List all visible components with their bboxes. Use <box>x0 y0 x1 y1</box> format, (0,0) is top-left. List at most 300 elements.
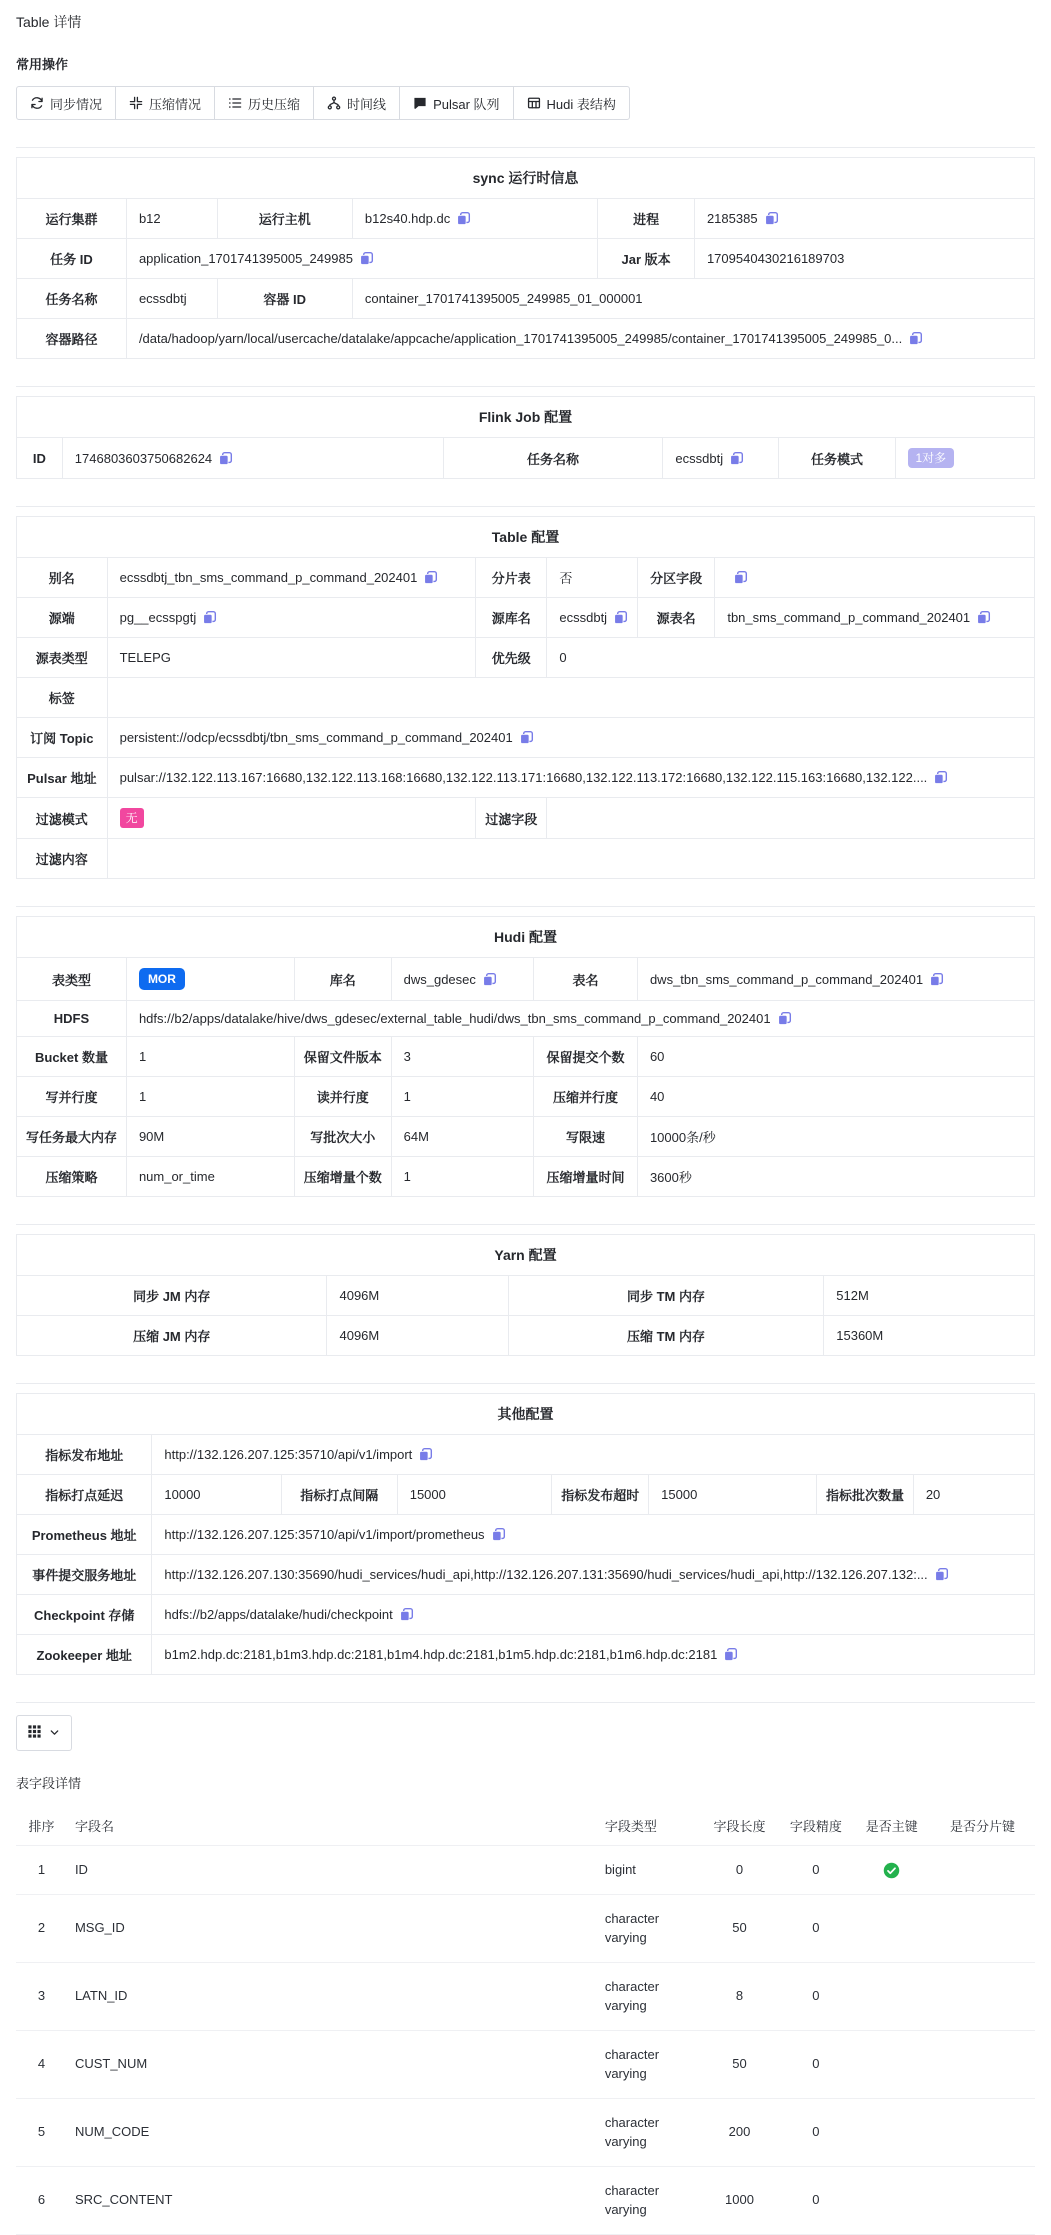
value-text: 64M <box>403 1129 429 1144</box>
config-row <box>17 558 1035 598</box>
table-row <box>16 2030 1035 2098</box>
config-label-cell: 源表名 <box>637 598 714 638</box>
copy-icon[interactable] <box>359 251 374 266</box>
config-value-cell <box>126 319 1034 359</box>
config-label-cell: 分区字段 <box>637 558 714 598</box>
chevron-down-icon <box>49 1726 60 1741</box>
config-value-cell <box>152 1475 281 1515</box>
grid-menu-icon <box>28 1725 41 1741</box>
hudi-schema-button[interactable] <box>513 86 630 120</box>
fields-col-header: 字段名 <box>67 1806 597 1846</box>
config-value-cell <box>824 1316 1035 1356</box>
value-text: 10000条/秒 <box>649 1130 716 1145</box>
config-row <box>17 1316 1035 1356</box>
fields-col-header: 字段精度 <box>778 1806 853 1846</box>
fields-header <box>16 1806 1035 1846</box>
config-row <box>17 239 1035 279</box>
value-text: 1 <box>403 1169 411 1184</box>
value-text: ecssdbtj <box>559 610 608 625</box>
value-text: 15000 <box>661 1487 698 1502</box>
copy-icon[interactable] <box>519 730 534 745</box>
config-label-cell: 指标打点间隔 <box>281 1475 397 1515</box>
value-text: 3600秒 <box>649 1170 692 1185</box>
field-order-cell: 6 <box>16 2166 67 2234</box>
field-precision-cell: 0 <box>778 2030 853 2098</box>
section-title-row <box>17 397 1035 438</box>
section-title-row <box>17 158 1035 199</box>
config-label-cell: 别名 <box>17 558 108 598</box>
config-value-cell <box>694 239 1034 279</box>
copy-icon[interactable] <box>423 570 438 585</box>
config-label-cell: 进程 <box>598 199 695 239</box>
config-value-cell <box>126 199 217 239</box>
config-row <box>17 839 1035 879</box>
config-value-cell <box>547 558 638 598</box>
value-text: 512M <box>836 1288 869 1303</box>
config-label-cell: Bucket 数量 <box>17 1037 127 1077</box>
section-title: Flink Job 配置 <box>17 397 1035 438</box>
config-value-cell <box>107 839 1034 879</box>
config-value-cell <box>637 1037 1034 1077</box>
fields-col-header: 是否分片键 <box>930 1806 1035 1846</box>
config-label-cell: 分片表 <box>476 558 547 598</box>
config-label-cell: 压缩策略 <box>17 1157 127 1197</box>
value-text: 3 <box>403 1049 411 1064</box>
config-value-cell <box>327 1316 508 1356</box>
config-value-cell <box>126 1037 294 1077</box>
value-text: ecssdbtj <box>675 450 724 466</box>
copy-icon[interactable] <box>399 1607 414 1622</box>
fields-col-header: 是否主键 <box>854 1806 930 1846</box>
table-row <box>16 1894 1035 1962</box>
compress-icon <box>129 96 143 110</box>
config-value-cell <box>913 1475 1034 1515</box>
field-type-cell: character varying <box>597 2030 701 2098</box>
config-value-cell <box>547 638 1035 678</box>
copy-icon[interactable] <box>777 1011 792 1026</box>
config-label-cell: 订阅 Topic <box>17 718 108 758</box>
config-value-cell <box>715 598 1035 638</box>
copy-icon[interactable] <box>908 331 923 346</box>
config-value-cell <box>152 1635 1035 1675</box>
common-actions-toolbar <box>16 86 630 120</box>
value-text: dws_gdesec <box>403 971 476 987</box>
config-label-cell: Prometheus 地址 <box>17 1515 152 1555</box>
config-label-cell: 标签 <box>17 678 108 718</box>
config-label-cell: 过滤模式 <box>17 798 108 839</box>
field-name-cell: SRC_CONTENT <box>67 2166 597 2234</box>
field-order-cell: 5 <box>16 2098 67 2166</box>
config-label-cell: 任务名称 <box>443 438 663 479</box>
config-value-cell <box>107 558 476 598</box>
copy-icon[interactable] <box>733 570 748 585</box>
divider <box>16 506 1035 507</box>
config-row <box>17 319 1035 359</box>
copy-icon[interactable] <box>934 1567 949 1582</box>
config-value-cell <box>649 1475 817 1515</box>
config-value-cell <box>391 1037 534 1077</box>
copy-icon[interactable] <box>613 610 628 625</box>
config-label-cell: 表名 <box>534 958 638 1001</box>
field-shard-cell <box>930 2166 1035 2234</box>
field-name-cell: CUST_NUM <box>67 2030 597 2098</box>
value-text: 15000 <box>409 1487 446 1502</box>
field-order-cell: 2 <box>16 1894 67 1962</box>
copy-icon[interactable] <box>723 1647 738 1662</box>
fields-heading: 表字段详情 <box>16 1776 82 1791</box>
copy-icon[interactable] <box>202 610 217 625</box>
value-text: hdfs://b2/apps/datalake/hive/dws_gdesec/external_table_hudi/dws_tbn_sms_command_p_command_202401 <box>138 1011 771 1026</box>
config-label-cell: 库名 <box>294 958 391 1001</box>
config-label-cell: 指标打点延迟 <box>17 1475 152 1515</box>
config-label-cell: 写并行度 <box>17 1077 127 1117</box>
table-row <box>16 2166 1035 2234</box>
status-badge: 1对多 <box>908 448 955 468</box>
config-row <box>17 798 1035 839</box>
config-value-cell <box>62 438 443 479</box>
hudi-config-section <box>16 916 1035 1197</box>
config-value-cell <box>637 1157 1034 1197</box>
field-type-cell: character varying <box>597 1962 701 2030</box>
section-title: Table 配置 <box>17 517 1035 558</box>
common-actions-heading: 常用操作 <box>16 57 69 72</box>
field-shard-cell <box>930 1846 1035 1895</box>
copy-icon[interactable] <box>933 770 948 785</box>
compact-status-button[interactable] <box>115 86 215 120</box>
value-text: pulsar://132.122.113.167:16680,132.122.113.168:16680,132.122.113.171:16680,132.122.113.172:16680,132.122.115.163:16680,132.122.... <box>119 770 928 785</box>
value-text: 4096M <box>339 1328 380 1343</box>
config-value-cell <box>895 438 1035 479</box>
value-text: 10000 <box>164 1487 201 1502</box>
value-text: 1 <box>138 1049 147 1064</box>
config-sections <box>16 147 1035 1675</box>
message-icon <box>413 96 427 110</box>
config-row <box>17 1157 1035 1197</box>
config-label-cell: 运行集群 <box>17 199 127 239</box>
config-value-cell <box>152 1555 1035 1595</box>
config-row <box>17 1515 1035 1555</box>
config-label-cell: 源表类型 <box>17 638 108 678</box>
config-row <box>17 758 1035 798</box>
button-label: 历史压缩 <box>248 96 301 112</box>
config-value-cell <box>107 758 1034 798</box>
copy-icon[interactable] <box>976 610 991 625</box>
section-title-row <box>17 917 1035 958</box>
config-label-cell: 压缩 TM 内存 <box>508 1316 824 1356</box>
value-text: num_or_time <box>138 1169 215 1184</box>
value-text: 20 <box>925 1487 941 1502</box>
config-label-cell: 源端 <box>17 598 108 638</box>
yarn-config-section <box>16 1234 1035 1356</box>
table-row <box>16 1846 1035 1895</box>
config-value-cell <box>663 438 779 479</box>
config-row <box>17 438 1035 479</box>
value-text: 90M <box>138 1129 165 1144</box>
config-label-cell: Zookeeper 地址 <box>17 1635 152 1675</box>
config-label-cell: Pulsar 地址 <box>17 758 108 798</box>
value-text: 2185385 <box>706 211 758 226</box>
config-value-cell <box>391 1077 534 1117</box>
value-text: hdfs://b2/apps/datalake/hudi/checkpoint <box>164 1607 393 1622</box>
field-order-cell: 4 <box>16 2030 67 2098</box>
config-label-cell: 任务 ID <box>17 239 127 279</box>
config-row <box>17 199 1035 239</box>
config-row <box>17 1037 1035 1077</box>
value-text: persistent://odcp/ecssdbtj/tbn_sms_command_p_command_202401 <box>119 730 513 745</box>
fields-header-row <box>16 1806 1035 1846</box>
config-label-cell: 指标发布地址 <box>17 1435 152 1475</box>
copy-icon[interactable] <box>491 1527 506 1542</box>
config-value-cell <box>107 598 476 638</box>
history-compact-button[interactable] <box>214 86 314 120</box>
value-text: http://132.126.207.130:35690/hudi_services/hudi_api,http://132.126.207.131:35690/hudi_services/hudi_api,http://132.126.207.132:... <box>164 1567 928 1582</box>
field-name-cell: ID <box>67 1846 597 1895</box>
config-row <box>17 1555 1035 1595</box>
config-label-cell: 源库名 <box>476 598 547 638</box>
config-label-cell: 同步 TM 内存 <box>508 1276 824 1316</box>
config-value-cell <box>126 1077 294 1117</box>
copy-icon[interactable] <box>929 972 944 987</box>
field-precision-cell: 0 <box>778 1962 853 2030</box>
value-text: 否 <box>559 571 573 586</box>
field-type-cell: bigint <box>597 1846 701 1895</box>
value-text: 1 <box>403 1089 411 1104</box>
field-order-cell: 3 <box>16 1962 67 2030</box>
value-text: b12 <box>138 211 161 226</box>
config-value-cell <box>152 1435 1035 1475</box>
column-settings-dropdown-button[interactable] <box>16 1715 72 1751</box>
field-type-cell: character varying <box>597 2166 701 2234</box>
config-row <box>17 598 1035 638</box>
value-text: 4096M <box>339 1288 380 1303</box>
field-length-cell: 8 <box>701 1962 778 2030</box>
value-text: 1746803603750682624 <box>74 450 213 466</box>
sync-icon <box>30 96 44 110</box>
config-row <box>17 1595 1035 1635</box>
config-value-cell <box>327 1276 508 1316</box>
section-title-row <box>17 517 1035 558</box>
config-value-cell <box>547 798 1035 839</box>
config-value-cell <box>152 1515 1035 1555</box>
field-type-cell: character varying <box>597 1894 701 1962</box>
config-value-cell <box>107 678 1034 718</box>
fields-col-header: 字段类型 <box>597 1806 701 1846</box>
config-label-cell: Jar 版本 <box>598 239 695 279</box>
status-badge: MOR <box>139 968 185 990</box>
field-shard-cell <box>930 1962 1035 2030</box>
config-row <box>17 279 1035 319</box>
flink-job-section <box>16 396 1035 479</box>
config-value-cell <box>126 1001 1034 1037</box>
field-precision-cell: 0 <box>778 1894 853 1962</box>
config-label-cell: 指标发布超时 <box>552 1475 649 1515</box>
value-text: 0 <box>559 650 567 665</box>
config-label-cell: 指标批次数量 <box>817 1475 914 1515</box>
config-label-cell: 压缩增量个数 <box>294 1157 391 1197</box>
value-text: b12s40.hdp.dc <box>364 211 451 226</box>
field-length-cell: 50 <box>701 2030 778 2098</box>
value-text: container_1701741395005_249985_01_000001 <box>364 291 643 306</box>
timeline-button[interactable] <box>313 86 400 120</box>
config-value-cell <box>391 1117 534 1157</box>
field-name-cell: NUM_CODE <box>67 2098 597 2166</box>
divider <box>16 1383 1035 1384</box>
timeline-icon <box>327 96 341 110</box>
config-label-cell: 优先级 <box>476 638 547 678</box>
config-label-cell: HDFS <box>17 1001 127 1037</box>
pulsar-queue-button[interactable] <box>399 86 513 120</box>
field-primary-cell <box>854 2098 930 2166</box>
config-label-cell: 压缩并行度 <box>534 1077 638 1117</box>
config-label-cell: 表类型 <box>17 958 127 1001</box>
config-label-cell: 压缩 JM 内存 <box>17 1316 327 1356</box>
config-row <box>17 678 1035 718</box>
config-value-cell <box>391 1157 534 1197</box>
fields-col-header: 排序 <box>16 1806 67 1846</box>
config-label-cell: 读并行度 <box>294 1077 391 1117</box>
value-text: /data/hadoop/yarn/local/usercache/datalake/appcache/application_1701741395005_249985/container_1701741395005_249985_0... <box>138 331 903 346</box>
field-name-cell: LATN_ID <box>67 1962 597 2030</box>
config-label-cell: 过滤字段 <box>476 798 547 839</box>
copy-icon[interactable] <box>418 1447 433 1462</box>
section-title: 其他配置 <box>17 1394 1035 1435</box>
config-value-cell <box>637 958 1034 1001</box>
copy-icon[interactable] <box>764 211 779 226</box>
config-label-cell: 任务名称 <box>17 279 127 319</box>
value-text: ecssdbtj <box>138 291 187 306</box>
sync-runtime-section <box>16 157 1035 359</box>
config-value-cell <box>126 239 597 279</box>
config-row <box>17 1001 1035 1037</box>
check-circle-icon <box>883 1862 900 1879</box>
value-text: dws_tbn_sms_command_p_command_202401 <box>649 971 924 987</box>
field-type-cell: character varying <box>597 2098 701 2166</box>
config-value-cell <box>107 798 476 839</box>
divider <box>16 1224 1035 1225</box>
config-row <box>17 1077 1035 1117</box>
config-label-cell: 任务模式 <box>779 438 895 479</box>
config-value-cell <box>391 958 534 1001</box>
config-row <box>17 1635 1035 1675</box>
config-label-cell: ID <box>17 438 63 479</box>
value-text: 60 <box>649 1049 665 1064</box>
field-name-cell: MSG_ID <box>67 1894 597 1962</box>
config-value-cell <box>152 1595 1035 1635</box>
page-title: Table 详情 <box>16 14 82 30</box>
config-value-cell <box>397 1475 552 1515</box>
value-text: TELEPG <box>119 650 171 665</box>
section-title: Yarn 配置 <box>17 1235 1035 1276</box>
table-fields-table <box>16 1806 1035 2235</box>
config-value-cell <box>352 199 597 239</box>
field-shard-cell <box>930 2030 1035 2098</box>
field-precision-cell: 0 <box>778 1846 853 1895</box>
button-label: 时间线 <box>347 96 387 112</box>
value-text: 1709540430216189703 <box>706 251 845 266</box>
button-label: 压缩情况 <box>149 96 202 112</box>
status-badge: 无 <box>120 808 144 828</box>
field-shard-cell <box>930 2098 1035 2166</box>
field-order-cell: 1 <box>16 1846 67 1895</box>
config-row <box>17 1276 1035 1316</box>
config-label-cell: 压缩增量时间 <box>534 1157 638 1197</box>
config-row <box>17 638 1035 678</box>
config-value-cell <box>126 1157 294 1197</box>
copy-icon[interactable] <box>218 451 233 466</box>
field-shard-cell <box>930 1894 1035 1962</box>
config-value-cell <box>126 1117 294 1157</box>
button-label: Pulsar 队列 <box>433 96 500 112</box>
config-value-cell <box>107 718 1034 758</box>
value-text: 1 <box>138 1089 147 1104</box>
field-length-cell: 0 <box>701 1846 778 1895</box>
table-row <box>16 2098 1035 2166</box>
config-value-cell <box>715 558 1035 598</box>
field-precision-cell: 0 <box>778 2166 853 2234</box>
config-label-cell: 容器 ID <box>217 279 352 319</box>
list-icon <box>228 96 242 110</box>
value-text: ecssdbtj_tbn_sms_command_p_command_202401 <box>119 570 418 585</box>
copy-icon[interactable] <box>729 451 744 466</box>
value-text: b1m2.hdp.dc:2181,b1m3.hdp.dc:2181,b1m4.hdp.dc:2181,b1m5.hdp.dc:2181,b1m6.hdp.dc:2181 <box>164 1647 718 1662</box>
field-primary-cell <box>854 1962 930 2030</box>
button-label: 同步情况 <box>50 96 103 112</box>
other-config-section <box>16 1393 1035 1675</box>
config-value-cell <box>637 1077 1034 1117</box>
config-value-cell <box>126 279 217 319</box>
config-value-cell <box>547 598 638 638</box>
config-value-cell <box>107 638 476 678</box>
fields-body <box>16 1846 1035 2235</box>
divider <box>16 906 1035 907</box>
value-text: http://132.126.207.125:35710/api/v1/import/prometheus <box>164 1527 485 1542</box>
copy-icon[interactable] <box>482 972 497 987</box>
value-text: 40 <box>649 1089 665 1104</box>
config-label-cell: 写限速 <box>534 1117 638 1157</box>
button-label: Hudi 表结构 <box>546 96 616 112</box>
config-value-cell <box>126 958 294 1001</box>
config-row <box>17 958 1035 1001</box>
divider <box>16 1702 1035 1703</box>
section-title: sync 运行时信息 <box>17 158 1035 199</box>
config-label-cell: Checkpoint 存储 <box>17 1595 152 1635</box>
value-text: http://132.126.207.125:35710/api/v1/import <box>164 1447 413 1462</box>
config-label-cell: 同步 JM 内存 <box>17 1276 327 1316</box>
section-title-row <box>17 1235 1035 1276</box>
config-label-cell: 容器路径 <box>17 319 127 359</box>
table-config-section <box>16 516 1035 879</box>
config-label-cell: 过滤内容 <box>17 839 108 879</box>
field-primary-cell <box>854 1846 930 1895</box>
copy-icon[interactable] <box>456 211 471 226</box>
field-primary-cell <box>854 2166 930 2234</box>
section-title: Hudi 配置 <box>17 917 1035 958</box>
config-value-cell <box>637 1117 1034 1157</box>
config-value-cell <box>824 1276 1035 1316</box>
field-precision-cell: 0 <box>778 2098 853 2166</box>
sync-status-button[interactable] <box>16 86 116 120</box>
field-length-cell: 50 <box>701 1894 778 1962</box>
config-label-cell: 保留提交个数 <box>534 1037 638 1077</box>
config-label-cell: 写批次大小 <box>294 1117 391 1157</box>
divider <box>16 147 1035 148</box>
value-text: pg__ecsspgtj <box>119 610 197 625</box>
config-label-cell: 保留文件版本 <box>294 1037 391 1077</box>
config-row <box>17 718 1035 758</box>
table-row <box>16 1962 1035 2030</box>
config-label-cell: 写任务最大内存 <box>17 1117 127 1157</box>
table-icon <box>527 96 541 110</box>
